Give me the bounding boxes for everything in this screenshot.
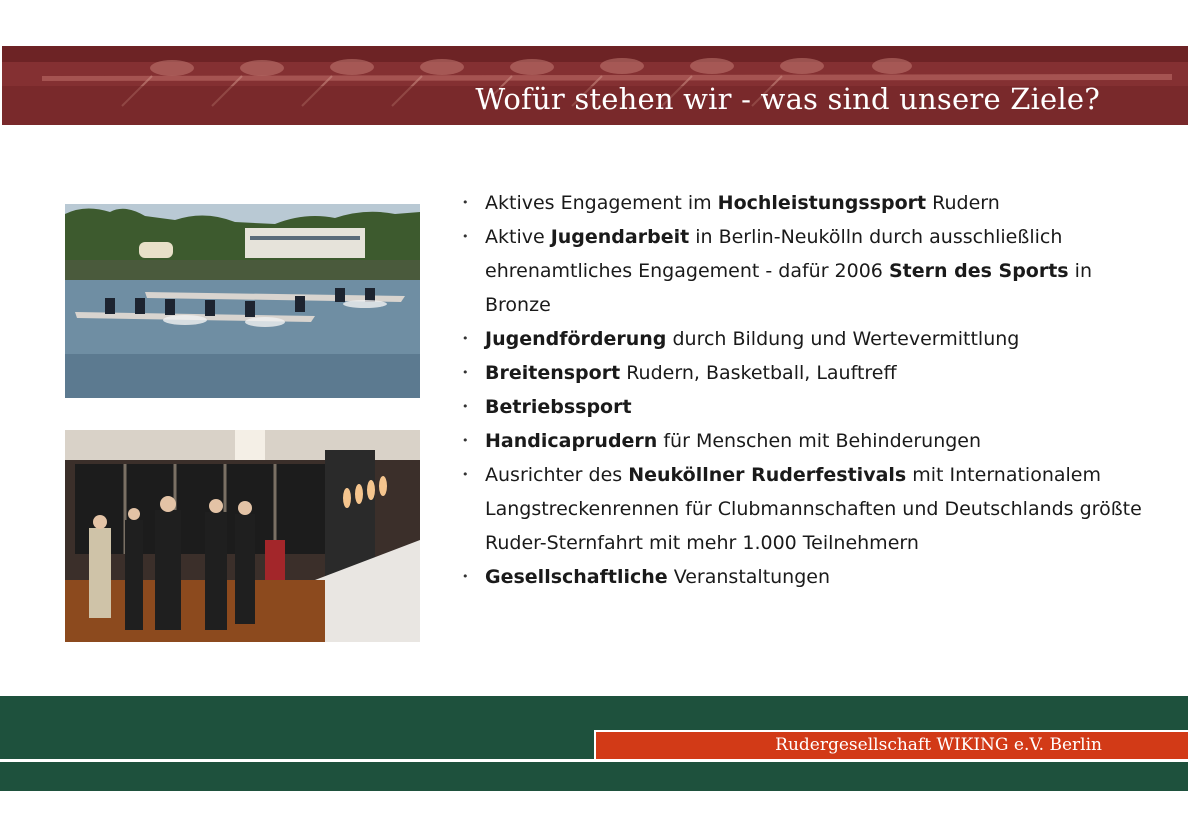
goal-text: mit Internationalem Langstreckenrennen für Clubmannschaften und Deutschlands größte Ruder-Sternfahrt mit mehr 1.000 Teilnehmern	[485, 464, 1142, 554]
organization-label-box	[594, 730, 1188, 759]
goal-text: durch Bildung und Wertevermittlung	[666, 328, 1020, 350]
goal-list-item	[462, 390, 1142, 424]
goal-emphasis-text: Jugendarbeit	[550, 226, 690, 248]
goal-text: Veranstaltungen	[667, 566, 831, 588]
goal-emphasis-text: Gesellschaftliche	[485, 566, 668, 588]
goal-text: Rudern	[926, 192, 1000, 214]
goal-emphasis-text: Jugendförderung	[485, 328, 667, 350]
goal-text: für Menschen mit Behinderungen	[657, 430, 982, 452]
goal-list-item	[462, 560, 1142, 594]
goal-emphasis-text: Breitensport	[485, 362, 621, 384]
header-banner	[2, 46, 1188, 125]
rowing-crews-photo	[65, 204, 420, 398]
goal-emphasis-text: Betriebssport	[485, 396, 632, 418]
goal-text: in Bronze	[485, 260, 1092, 316]
goal-text: Aktives Engagement im	[485, 192, 718, 214]
goal-list-item	[462, 322, 1142, 356]
goal-list-item	[462, 424, 1142, 458]
goal-text: Rudern, Basketball, Lauftreff	[620, 362, 897, 384]
goal-emphasis-text: Handicaprudern	[485, 430, 658, 452]
goals-bullet-list	[462, 186, 1142, 594]
goal-list-item	[462, 220, 1142, 322]
page-title: Wofür stehen wir - was sind unsere Ziele?	[475, 82, 1100, 116]
goal-list-item	[462, 356, 1142, 390]
organization-name: Rudergesellschaft WIKING e.V. Berlin	[775, 735, 1102, 755]
goal-list-item	[462, 458, 1142, 560]
goal-text: in Berlin-Neukölln durch ausschließlich ehrenamtliches Engagement - dafür 2006	[485, 226, 1063, 282]
goal-text: Aktive	[485, 226, 551, 248]
goal-emphasis-text: Stern des Sports	[888, 260, 1069, 282]
footer-divider	[0, 759, 1188, 762]
clubhouse-reception-photo	[65, 430, 420, 642]
goal-text: Ausrichter des	[485, 464, 629, 486]
footer-band	[0, 696, 1188, 791]
goal-list-item	[462, 186, 1142, 220]
goal-emphasis-text: Hochleistungssport	[717, 192, 927, 214]
goal-emphasis-text: Neuköllner Ruderfestivals	[628, 464, 907, 486]
